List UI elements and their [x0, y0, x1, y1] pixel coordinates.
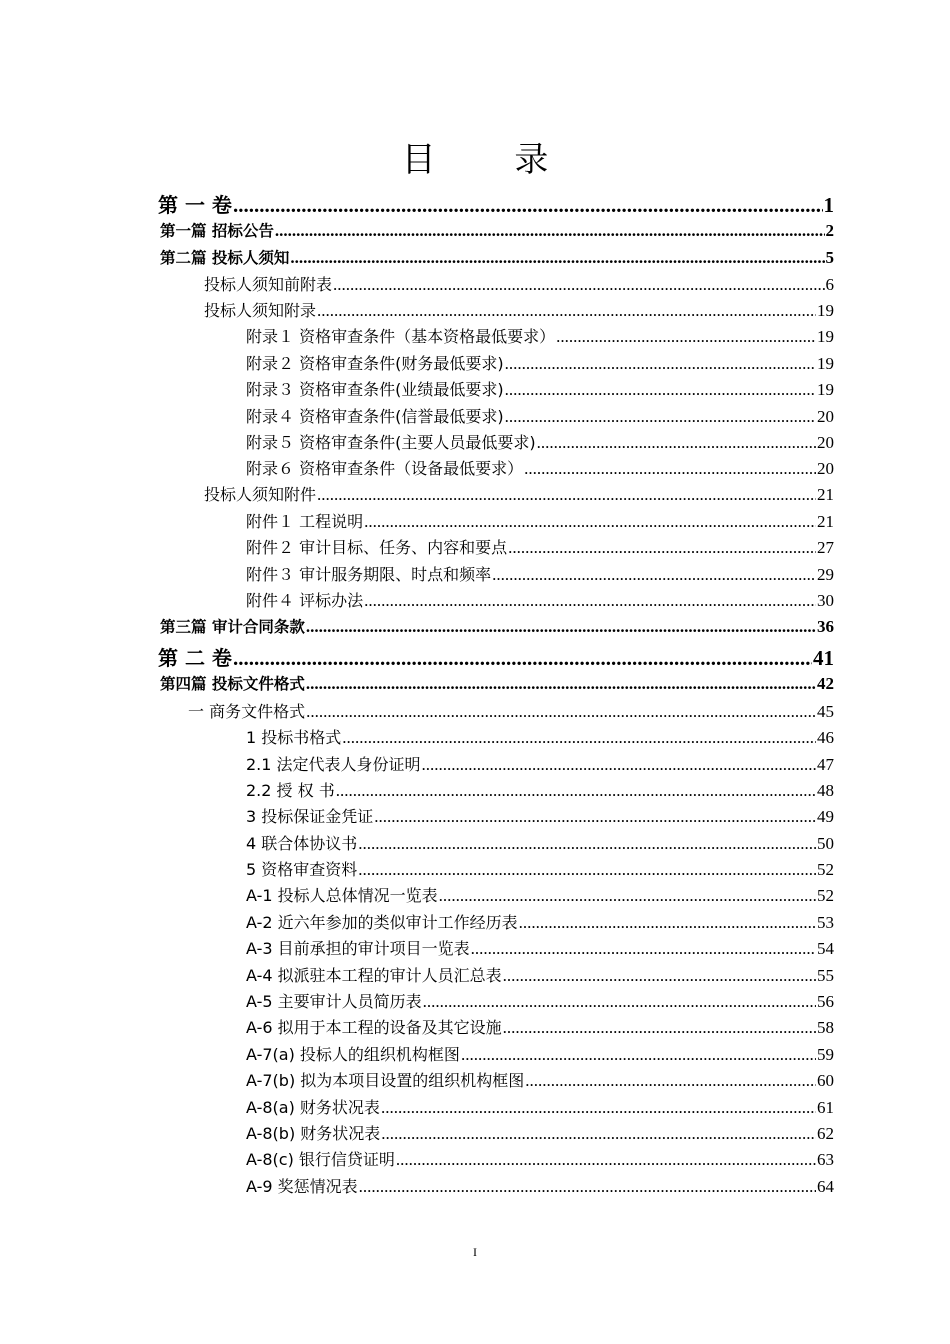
- toc-entry-page: 52: [817, 860, 834, 879]
- toc-entry-page: 64: [817, 1177, 834, 1196]
- toc-entry[interactable]: [246, 1042, 834, 1065]
- toc-dot-leader: [275, 221, 825, 241]
- page-title: 目 录: [401, 140, 583, 180]
- toc-entry-title: A-2 近六年参加的类似审计工作经历表: [246, 913, 518, 932]
- toc-dot-leader: [519, 913, 816, 933]
- toc-entry-page: 1: [823, 193, 834, 217]
- toc-dot-leader: [374, 807, 816, 827]
- toc-entry-title: A-6 拟用于本工程的设备及其它设施: [246, 1018, 502, 1037]
- toc-dot-leader: [381, 1124, 816, 1144]
- toc-dot-leader: [317, 485, 816, 505]
- toc-dot-leader: [422, 755, 816, 775]
- toc-entry-title: A-4 拟派驻本工程的审计人员汇总表: [246, 966, 502, 985]
- toc-entry-title: A-5 主要审计人员简历表: [246, 992, 422, 1011]
- toc-dot-leader: [471, 939, 816, 959]
- toc-entry-page: 63: [817, 1150, 834, 1169]
- toc-entry-title: A-8(c) 银行信贷证明: [246, 1150, 395, 1169]
- toc-dot-leader: [364, 591, 816, 611]
- toc-entry[interactable]: [246, 1015, 834, 1038]
- toc-entry[interactable]: [246, 351, 834, 374]
- toc-entry[interactable]: [246, 1068, 834, 1091]
- toc-dot-leader: [333, 275, 824, 295]
- toc-entry-title: 2.2 授 权 书: [246, 781, 335, 800]
- toc-entry-title: 附录１ 资格审查条件（基本资格最低要求）: [246, 327, 556, 346]
- toc-entry-page: 48: [817, 781, 834, 800]
- toc-entry-page: 55: [817, 966, 834, 985]
- toc-entry-page: 20: [817, 407, 834, 426]
- toc-entry-page: 59: [817, 1045, 834, 1064]
- toc-entry-title: 第三篇 审计合同条款: [160, 618, 305, 636]
- toc-entry-title: A-1 投标人总体情况一览表: [246, 886, 438, 905]
- toc-entry-page: 19: [817, 380, 834, 399]
- toc-entry[interactable]: [246, 562, 834, 585]
- toc-entry[interactable]: [246, 456, 834, 479]
- toc-entry-page: 30: [817, 591, 834, 610]
- toc-entry-page: 60: [817, 1071, 834, 1090]
- toc-entry-page: 20: [817, 433, 834, 452]
- toc-dot-leader: [358, 834, 816, 854]
- toc-entry[interactable]: [160, 246, 834, 268]
- toc-entry[interactable]: [246, 1095, 834, 1118]
- toc-entry[interactable]: [246, 1147, 834, 1170]
- toc-entry-page: 21: [817, 512, 834, 531]
- toc-entry[interactable]: [246, 857, 834, 880]
- toc-entry[interactable]: [158, 189, 834, 218]
- toc-entry[interactable]: [246, 377, 834, 400]
- toc-dot-leader: [381, 1098, 816, 1118]
- toc-entry-page: 61: [817, 1098, 834, 1117]
- toc-entry-title: A-3 目前承担的审计项目一览表: [246, 939, 470, 958]
- toc-entry[interactable]: [246, 404, 834, 427]
- toc-entry-title: 投标人须知附录: [204, 301, 317, 320]
- toc-entry-title: 3 投标保证金凭证: [246, 807, 374, 826]
- toc-entry[interactable]: [246, 883, 834, 906]
- toc-dot-leader: [306, 674, 816, 694]
- toc-entry-title: 附录６ 资格审查条件（设备最低要求）: [246, 459, 524, 478]
- toc-entry[interactable]: [246, 910, 834, 933]
- toc-dot-leader: [503, 966, 816, 986]
- toc-entry-page: 36: [817, 617, 834, 636]
- toc-entry-title: 附录５ 资格审查条件(主要人员最低要求): [246, 433, 536, 452]
- toc-entry[interactable]: [246, 324, 834, 347]
- toc-entry-title: 4 联合体协议书: [246, 834, 358, 853]
- toc-entry-title: 2.1 法定代表人身份证明: [246, 755, 421, 774]
- toc-entry-title: 附录３ 资格审查条件(业绩最低要求): [246, 380, 504, 399]
- toc-entry[interactable]: [246, 752, 834, 775]
- toc-entry-page: 6: [825, 275, 834, 294]
- toc-entry[interactable]: [160, 615, 834, 637]
- toc-dot-leader: [461, 1045, 816, 1065]
- toc-entry-page: 19: [817, 301, 834, 320]
- toc-entry-page: 41: [813, 646, 834, 670]
- toc-entry[interactable]: [246, 430, 834, 453]
- toc-entry-page: 20: [817, 459, 834, 478]
- toc-entry[interactable]: [204, 482, 834, 505]
- toc-entry-title: 5 资格审查资料: [246, 860, 358, 879]
- toc-entry-page: 58: [817, 1018, 834, 1037]
- toc-entry-page: 19: [817, 327, 834, 346]
- toc-dot-leader: [537, 433, 816, 453]
- toc-dot-leader: [233, 646, 812, 671]
- toc-entry-title: 第 二 卷: [158, 646, 232, 670]
- toc-entry-title: A-7(b) 拟为本项目设置的组织机构框图: [246, 1071, 525, 1090]
- toc-entry-title: 附件１ 工程说明: [246, 512, 364, 531]
- toc-entry-page: 56: [817, 992, 834, 1011]
- toc-entry-title: 附件２ 审计目标、任务、内容和要点: [246, 538, 508, 557]
- toc-entry[interactable]: [246, 778, 834, 801]
- toc-entry[interactable]: [188, 699, 834, 722]
- toc-dot-leader: [396, 1150, 816, 1170]
- toc-entry-title: A-9 奖惩情况表: [246, 1177, 358, 1196]
- toc-entry-title: 第 一 卷: [158, 193, 232, 217]
- toc-dot-leader: [306, 702, 816, 722]
- toc-entry[interactable]: [160, 219, 834, 241]
- toc-entry-title: A-8(a) 财务状况表: [246, 1098, 380, 1117]
- toc-dot-leader: [342, 728, 816, 748]
- toc-dot-leader: [508, 538, 816, 558]
- toc-dot-leader: [317, 301, 816, 321]
- toc-entry-title: 附件３ 审计服务期限、时点和频率: [246, 565, 492, 584]
- toc-dot-leader: [364, 512, 816, 532]
- toc-entry-page: 42: [817, 674, 834, 693]
- toc-entry-page: 49: [817, 807, 834, 826]
- toc-entry[interactable]: [204, 298, 834, 321]
- toc-dot-leader: [503, 1018, 816, 1038]
- toc-entry-title: 1 投标书格式: [246, 728, 342, 747]
- toc-entry-title: 第二篇 投标人须知: [160, 249, 290, 267]
- toc-dot-leader: [505, 380, 816, 400]
- toc-entry-page: 52: [817, 886, 834, 905]
- toc-dot-leader: [492, 565, 816, 585]
- toc-entry-page: 47: [817, 755, 834, 774]
- toc-dot-leader: [358, 860, 816, 880]
- toc-entry-page: 50: [817, 834, 834, 853]
- toc-entry-page: 45: [817, 702, 834, 721]
- toc-dot-leader: [439, 886, 816, 906]
- toc-entry-title: 附录２ 资格审查条件(财务最低要求): [246, 354, 504, 373]
- toc-dot-leader: [423, 992, 816, 1012]
- toc-entry[interactable]: [204, 272, 834, 295]
- toc-entry[interactable]: [158, 642, 834, 671]
- toc-entry-title: 投标人须知前附表: [204, 275, 333, 294]
- toc-entry-page: 53: [817, 913, 834, 932]
- toc-entry-page: 54: [817, 939, 834, 958]
- toc-entry-title: 第一篇 招标公告: [160, 222, 274, 240]
- toc-dot-leader: [505, 407, 816, 427]
- toc-entry[interactable]: [246, 1121, 834, 1144]
- toc-entry-page: 5: [825, 248, 834, 267]
- toc-entry[interactable]: [246, 1174, 834, 1197]
- toc-dot-leader: [525, 1071, 816, 1091]
- toc-entry-title: 一 商务文件格式: [188, 702, 306, 721]
- toc-entry-title: 附录４ 资格审查条件(信誉最低要求): [246, 407, 504, 426]
- toc-entry[interactable]: [246, 588, 834, 611]
- toc-entry[interactable]: [246, 831, 834, 854]
- toc-dot-leader: [556, 327, 816, 347]
- toc-entry[interactable]: [246, 936, 834, 959]
- toc-entry-title: A-8(b) 财务状况表: [246, 1124, 381, 1143]
- toc-entry[interactable]: [246, 509, 834, 532]
- toc-dot-leader: [359, 1177, 816, 1197]
- toc-entry-page: 19: [817, 354, 834, 373]
- toc-entry-title: A-7(a) 投标人的组织机构框图: [246, 1045, 460, 1064]
- toc-entry-page: 2: [825, 221, 834, 240]
- toc-entry-page: 62: [817, 1124, 834, 1143]
- toc-entry-page: 46: [817, 728, 834, 747]
- toc-entry[interactable]: [246, 989, 834, 1012]
- toc-entry[interactable]: [160, 672, 834, 694]
- toc-entry-title: 第四篇 投标文件格式: [160, 675, 305, 693]
- toc-entry[interactable]: [246, 963, 834, 986]
- toc-entry[interactable]: [246, 725, 834, 748]
- toc-dot-leader: [290, 248, 824, 268]
- toc-dot-leader: [524, 459, 816, 479]
- toc-entry-page: 29: [817, 565, 834, 584]
- toc-entry[interactable]: [246, 535, 834, 558]
- toc-entry-title: 投标人须知附件: [204, 485, 317, 504]
- toc-entry-page: 27: [817, 538, 834, 557]
- toc-dot-leader: [336, 781, 816, 801]
- toc-dot-leader: [505, 354, 816, 374]
- page-number: I: [473, 1245, 477, 1259]
- toc-entry-title: 附件４ 评标办法: [246, 591, 364, 610]
- toc-dot-leader: [233, 193, 823, 218]
- toc-entry-page: 21: [817, 485, 834, 504]
- toc-entry[interactable]: [246, 804, 834, 827]
- toc-dot-leader: [306, 617, 816, 637]
